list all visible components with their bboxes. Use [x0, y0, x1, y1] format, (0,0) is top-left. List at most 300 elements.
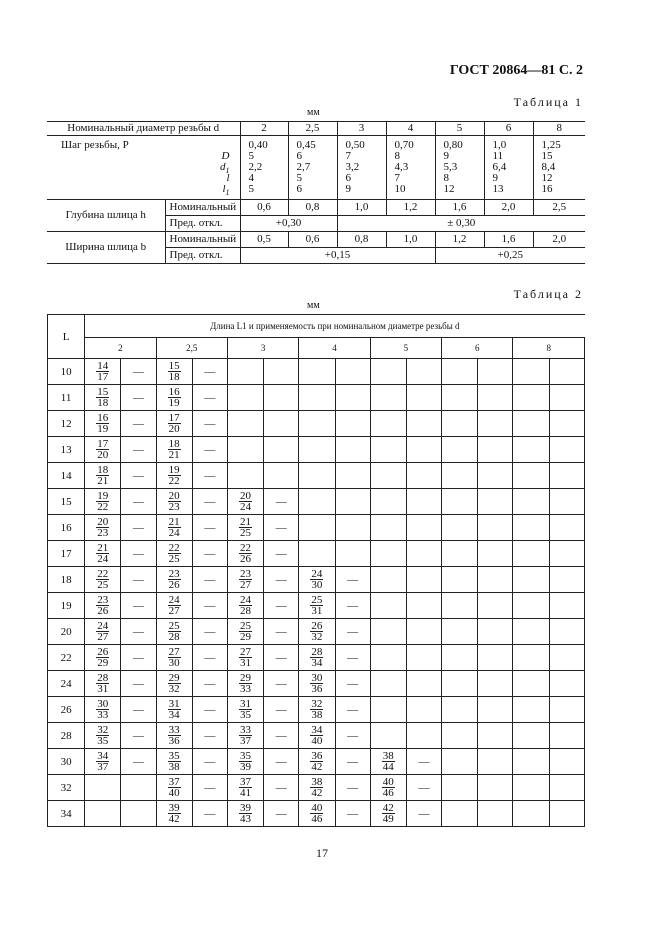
t2-applicability-cell	[192, 489, 227, 515]
t2-fraction-num: 20	[97, 516, 109, 528]
t2-fraction-den: 26	[240, 553, 252, 565]
t2-fraction-den: 28	[168, 631, 180, 643]
t1-pitch-col	[533, 136, 585, 200]
t2-fraction	[96, 699, 109, 720]
t2-fraction-den: 17	[97, 371, 109, 383]
t1-pitch-value: 13	[492, 183, 504, 195]
t2-length-cell	[227, 723, 263, 749]
t2-fraction-den: 44	[382, 761, 394, 773]
t2-length-cell	[85, 723, 121, 749]
t2-dash: —	[132, 365, 144, 378]
t2-fraction	[96, 413, 109, 434]
t2-dash: —	[132, 703, 144, 716]
t2-fraction-num: 28	[97, 672, 109, 684]
t2-length-cell	[85, 645, 121, 671]
t2-fraction-num: 22	[97, 568, 109, 580]
t2-fraction	[96, 439, 109, 460]
t2-fraction-num: 35	[240, 750, 252, 762]
t2-length-cell	[299, 515, 335, 541]
t2-fraction-den: 39	[240, 761, 252, 773]
t2-applicability-cell	[335, 593, 370, 619]
t2-fraction	[310, 621, 323, 642]
t2-length-cell	[85, 775, 121, 801]
t2-length-cell	[370, 411, 406, 437]
t2-fraction-den: 18	[97, 397, 109, 409]
t1-pitch-value: 3,2	[345, 161, 360, 173]
t2-applicability-cell	[264, 567, 299, 593]
t2-fraction-den: 32	[168, 683, 180, 695]
t1-nominal-label: Номинальный	[165, 200, 240, 216]
t1-pitch-col	[484, 136, 533, 200]
t2-dash: —	[132, 469, 144, 482]
t2-length-cell	[85, 697, 121, 723]
t2-length-cell	[156, 801, 192, 827]
t1-pitch-value: 6	[296, 150, 302, 162]
t2-length-cell	[227, 645, 263, 671]
t2-dash: —	[275, 677, 287, 690]
t2-applicability-cell	[264, 801, 299, 827]
t2-length-cell	[156, 567, 192, 593]
t2-length-cell	[513, 541, 549, 567]
t1-width-nominal-row	[47, 232, 585, 248]
t2-dash: —	[132, 651, 144, 664]
t2-length-cell	[513, 437, 549, 463]
t1-pitch-value: 1,25	[541, 139, 561, 151]
t2-fraction	[310, 569, 323, 590]
t2-fraction-den: 27	[240, 579, 252, 591]
t2-applicability-cell	[264, 775, 299, 801]
t2-l-value: 12	[48, 411, 85, 437]
t1-depth-nominal: 0,8	[288, 200, 337, 216]
t2-length-cell	[299, 385, 335, 411]
t1-pitch-col	[288, 136, 337, 200]
t2-fraction-den: 31	[240, 657, 252, 669]
t2-fraction-num: 17	[168, 412, 180, 424]
t2-fraction	[96, 751, 109, 772]
t2-dash: —	[204, 755, 216, 768]
t2-dash: —	[275, 599, 287, 612]
t2-dash: —	[204, 807, 216, 820]
t2-applicability-cell	[192, 411, 227, 437]
t1-depth-nominal-row	[47, 200, 585, 216]
t2-length-cell	[227, 359, 263, 385]
t1-depth-nominal: 1,6	[435, 200, 484, 216]
t2-fraction-den: 42	[168, 813, 180, 825]
t2-applicability-cell	[192, 671, 227, 697]
t2-dash: —	[418, 781, 430, 794]
t1-pitch-value: 16	[541, 183, 553, 195]
t2-fraction-den: 31	[311, 605, 323, 617]
table1-unit: мм	[307, 107, 320, 118]
t1-width-nominal: 1,0	[386, 232, 435, 248]
t1-width-nominal: 1,6	[484, 232, 533, 248]
t1-depth-nominal: 2,0	[484, 200, 533, 216]
t2-fraction-num: 34	[311, 724, 323, 736]
t2-dash: —	[132, 677, 144, 690]
t2-fraction-den: 33	[97, 709, 109, 721]
t2-length-cell	[442, 775, 478, 801]
t1-pitch-value: 7	[345, 150, 351, 162]
t2-fraction	[168, 387, 181, 408]
t2-fraction	[310, 699, 323, 720]
t2-length-cell	[227, 697, 263, 723]
t2-length-cell	[442, 567, 478, 593]
t2-dash: —	[347, 599, 359, 612]
t1-diameter: 2,5	[288, 122, 337, 136]
t2-applicability-cell	[478, 671, 513, 697]
t2-length-cell	[85, 619, 121, 645]
t2-length-cell	[442, 749, 478, 775]
t2-length-cell	[513, 697, 549, 723]
t2-applicability-cell	[406, 749, 441, 775]
t2-fraction-num: 16	[168, 386, 180, 398]
t2-dash: —	[132, 443, 144, 456]
t2-fraction-num: 24	[311, 568, 323, 580]
t2-length-cell	[513, 619, 549, 645]
t2-fraction	[96, 725, 109, 746]
t2-fraction-num: 14	[97, 360, 109, 372]
t2-fraction	[96, 491, 109, 512]
t2-dash: —	[132, 495, 144, 508]
t2-applicability-cell	[549, 723, 584, 749]
t2-applicability-cell	[121, 437, 156, 463]
t2-dash: —	[132, 391, 144, 404]
t2-length-cell	[513, 801, 549, 827]
t2-length-cell	[370, 541, 406, 567]
t2-applicability-cell	[478, 463, 513, 489]
t2-applicability-cell	[121, 645, 156, 671]
t2-fraction-den: 22	[168, 475, 180, 487]
t2-dash: —	[275, 547, 287, 560]
t2-row	[48, 463, 585, 489]
t2-dash: —	[204, 391, 216, 404]
t1-pitch-value: 0,80	[443, 139, 463, 151]
t2-fraction-den: 28	[240, 605, 252, 617]
t2-dash: —	[275, 807, 287, 820]
t2-length-cell	[299, 619, 335, 645]
t2-length-cell	[299, 567, 335, 593]
t1-pitch-value: 10	[394, 183, 406, 195]
t2-length-cell	[299, 437, 335, 463]
t2-diameter: 4	[299, 338, 370, 359]
t2-fraction	[382, 803, 395, 824]
t2-fraction-num: 30	[311, 672, 323, 684]
t2-fraction-num: 37	[240, 776, 252, 788]
t2-fraction-num: 16	[97, 412, 109, 424]
t2-applicability-cell	[264, 749, 299, 775]
t2-fraction	[96, 361, 109, 382]
t2-length-cell	[299, 593, 335, 619]
t2-applicability-cell	[335, 775, 370, 801]
t2-applicability-cell	[406, 515, 441, 541]
t2-fraction-den: 26	[168, 579, 180, 591]
t2-fraction-num: 22	[168, 542, 180, 554]
t2-fraction	[168, 725, 181, 746]
t2-length-cell	[299, 671, 335, 697]
t2-applicability-cell	[192, 697, 227, 723]
t2-dash: —	[275, 625, 287, 638]
t2-dash: —	[347, 573, 359, 586]
t2-length-cell	[442, 619, 478, 645]
t2-applicability-cell	[192, 619, 227, 645]
t2-fraction-num: 29	[168, 672, 180, 684]
t2-fraction-den: 32	[311, 631, 323, 643]
t2-applicability-cell	[549, 619, 584, 645]
t2-fraction	[168, 673, 181, 694]
t2-fraction-den: 27	[97, 631, 109, 643]
t1-pitch-value: 5,3	[443, 161, 458, 173]
t2-length-cell	[442, 593, 478, 619]
t2-applicability-cell	[478, 359, 513, 385]
t1-depth-tol: +0,30	[240, 216, 337, 232]
t2-fraction-den: 37	[97, 761, 109, 773]
t2-fraction-den: 42	[311, 787, 323, 799]
t2-applicability-cell	[478, 697, 513, 723]
t2-length-cell	[299, 749, 335, 775]
t2-fraction-den: 30	[168, 657, 180, 669]
t2-applicability-cell	[121, 775, 156, 801]
t2-applicability-cell	[406, 463, 441, 489]
t2-l-value: 19	[48, 593, 85, 619]
t2-fraction-num: 31	[240, 698, 252, 710]
t2-applicability-cell	[121, 489, 156, 515]
t2-applicability-cell	[335, 619, 370, 645]
t2-applicability-cell	[335, 385, 370, 411]
t2-l-value: 26	[48, 697, 85, 723]
t2-length-cell	[85, 437, 121, 463]
t2-length-cell	[156, 541, 192, 567]
t2-fraction-den: 41	[240, 787, 252, 799]
t2-fraction	[239, 751, 252, 772]
t2-applicability-cell	[192, 463, 227, 489]
t2-length-cell	[370, 385, 406, 411]
t2-fraction	[310, 751, 323, 772]
t2-applicability-cell	[264, 671, 299, 697]
t2-dash: —	[275, 495, 287, 508]
t2-applicability-cell	[335, 463, 370, 489]
t2-dash: —	[275, 755, 287, 768]
t2-length-cell	[370, 359, 406, 385]
t1-pitch-value: 2,7	[296, 161, 311, 173]
t2-fraction-num: 31	[168, 698, 180, 710]
t1-pitch-value: 4,3	[394, 161, 409, 173]
t2-fraction-num: 39	[168, 802, 180, 814]
t2-fraction-den: 35	[97, 735, 109, 747]
t1-param-labels	[47, 136, 240, 200]
t2-l-value: 14	[48, 463, 85, 489]
t2-applicability-cell	[192, 541, 227, 567]
t2-fraction-num: 40	[382, 776, 394, 788]
t1-pitch-value: 5	[248, 150, 254, 162]
t2-length-cell	[156, 437, 192, 463]
t2-length-cell	[85, 749, 121, 775]
t2-fraction-den: 42	[311, 761, 323, 773]
t2-fraction	[239, 673, 252, 694]
t2-dash: —	[204, 521, 216, 534]
t2-l-value: 20	[48, 619, 85, 645]
t2-applicability-cell	[335, 567, 370, 593]
t2-fraction-den: 19	[97, 423, 109, 435]
t2-fraction-num: 18	[168, 438, 180, 450]
t2-fraction-den: 35	[240, 709, 252, 721]
t2-fraction	[239, 699, 252, 720]
t2-length-cell	[227, 671, 263, 697]
t2-fraction	[168, 569, 181, 590]
t2-fraction-num: 17	[97, 438, 109, 450]
t2-length-cell	[513, 645, 549, 671]
t2-fraction-den: 23	[97, 527, 109, 539]
t2-length-cell	[227, 489, 263, 515]
t2-length-cell	[85, 463, 121, 489]
t2-length-cell	[442, 541, 478, 567]
t2-l-value: 34	[48, 801, 85, 827]
t1-diameter: 3	[337, 122, 386, 136]
t2-applicability-cell	[478, 775, 513, 801]
t2-fraction-num: 33	[240, 724, 252, 736]
t2-diameter: 2	[85, 338, 156, 359]
t2-fraction	[310, 647, 323, 668]
t2-fraction-den: 20	[97, 449, 109, 461]
t2-length-cell	[85, 359, 121, 385]
t2-dash: —	[204, 677, 216, 690]
t2-diameter: 8	[513, 338, 585, 359]
t2-length-cell	[156, 463, 192, 489]
t2-fraction-den: 22	[97, 501, 109, 513]
t2-fraction-num: 32	[311, 698, 323, 710]
t2-length-cell	[442, 463, 478, 489]
t1-tol-label: Пред. откл.	[165, 216, 240, 232]
t2-fraction-num: 21	[168, 516, 180, 528]
t2-applicability-cell	[121, 359, 156, 385]
t2-fraction-den: 31	[97, 683, 109, 695]
t2-l-value: 32	[48, 775, 85, 801]
t2-fraction-num: 21	[97, 542, 109, 554]
t2-length-cell	[299, 359, 335, 385]
t2-length-cell	[156, 411, 192, 437]
t2-fraction	[96, 543, 109, 564]
t2-dash: —	[275, 729, 287, 742]
t1-pitch-row	[47, 136, 585, 200]
t1-pitch-value: 9	[345, 183, 351, 195]
t2-fraction-den: 24	[240, 501, 252, 513]
t2-fraction-den: 20	[168, 423, 180, 435]
t2-fraction-den: 33	[240, 683, 252, 695]
t2-l-value: 22	[48, 645, 85, 671]
t2-applicability-cell	[264, 489, 299, 515]
t2-length-cell	[156, 645, 192, 671]
t2-applicability-cell	[121, 541, 156, 567]
t2-applicability-cell	[121, 723, 156, 749]
t2-applicability-cell	[478, 619, 513, 645]
t1-pitch-value: 11	[492, 150, 504, 162]
t2-length-cell	[85, 541, 121, 567]
t2-applicability-cell	[406, 619, 441, 645]
t2-row	[48, 697, 585, 723]
t2-length-cell	[85, 515, 121, 541]
t2-length-cell	[370, 619, 406, 645]
t1-pitch-value: 2,2	[248, 161, 263, 173]
t2-length-cell	[85, 411, 121, 437]
t2-fraction	[239, 621, 252, 642]
t2-length-cell	[513, 749, 549, 775]
t2-row	[48, 645, 585, 671]
t2-length-cell	[85, 489, 121, 515]
t2-row	[48, 541, 585, 567]
t2-applicability-cell	[264, 515, 299, 541]
t2-length-cell	[442, 359, 478, 385]
t2-length-cell	[442, 697, 478, 723]
t2-length-cell	[156, 359, 192, 385]
t2-applicability-cell	[406, 775, 441, 801]
t2-applicability-cell	[335, 697, 370, 723]
t2-length-cell	[513, 775, 549, 801]
t2-fraction-num: 24	[168, 594, 180, 606]
t1-pitch-col	[240, 136, 288, 200]
t2-dash: —	[204, 781, 216, 794]
t2-length-cell	[156, 775, 192, 801]
t1-pitch-value: 12	[541, 172, 553, 184]
t1-diameter: 8	[533, 122, 585, 136]
t2-applicability-cell	[406, 723, 441, 749]
t1-header-row	[47, 122, 585, 136]
t2-fraction	[382, 777, 395, 798]
t2-fraction-den: 23	[168, 501, 180, 513]
t2-applicability-cell	[264, 645, 299, 671]
t2-applicability-cell	[192, 437, 227, 463]
t2-fraction	[96, 569, 109, 590]
t2-length-cell	[299, 489, 335, 515]
t2-l-value: 17	[48, 541, 85, 567]
t2-length-cell	[227, 385, 263, 411]
t1-depth-nominal: 2,5	[533, 200, 585, 216]
t2-fraction	[239, 777, 252, 798]
t2-length-cell	[442, 801, 478, 827]
t2-fraction	[168, 699, 181, 720]
t2-length-cell	[442, 489, 478, 515]
t1-diameter: 5	[435, 122, 484, 136]
t2-applicability-cell	[549, 567, 584, 593]
t2-applicability-cell	[549, 749, 584, 775]
t2-length-cell	[227, 567, 263, 593]
t2-fraction	[239, 725, 252, 746]
t2-fraction-num: 23	[168, 568, 180, 580]
t2-applicability-cell	[549, 671, 584, 697]
t2-applicability-cell	[121, 411, 156, 437]
t2-applicability-cell	[478, 801, 513, 827]
t2-length-cell	[442, 723, 478, 749]
page-number: 17	[316, 846, 328, 860]
t2-fraction-num: 18	[97, 464, 109, 476]
t2-length-cell	[513, 593, 549, 619]
t2-diameter-row	[48, 338, 585, 359]
t2-length-cell	[442, 385, 478, 411]
t2-length-cell	[227, 515, 263, 541]
t2-applicability-cell	[121, 567, 156, 593]
t2-applicability-cell	[478, 411, 513, 437]
t1-tol-label: Пред. откл.	[165, 248, 240, 264]
t2-l-value: 16	[48, 515, 85, 541]
t2-dash: —	[204, 417, 216, 430]
t2-row	[48, 671, 585, 697]
t2-l-value: 10	[48, 359, 85, 385]
t2-fraction-num: 35	[168, 750, 180, 762]
t2-applicability-cell	[335, 801, 370, 827]
t2-dash: —	[347, 625, 359, 638]
t2-applicability-cell	[335, 541, 370, 567]
t2-fraction-num: 38	[382, 750, 394, 762]
t2-fraction	[168, 751, 181, 772]
t1-diameter: 4	[386, 122, 435, 136]
